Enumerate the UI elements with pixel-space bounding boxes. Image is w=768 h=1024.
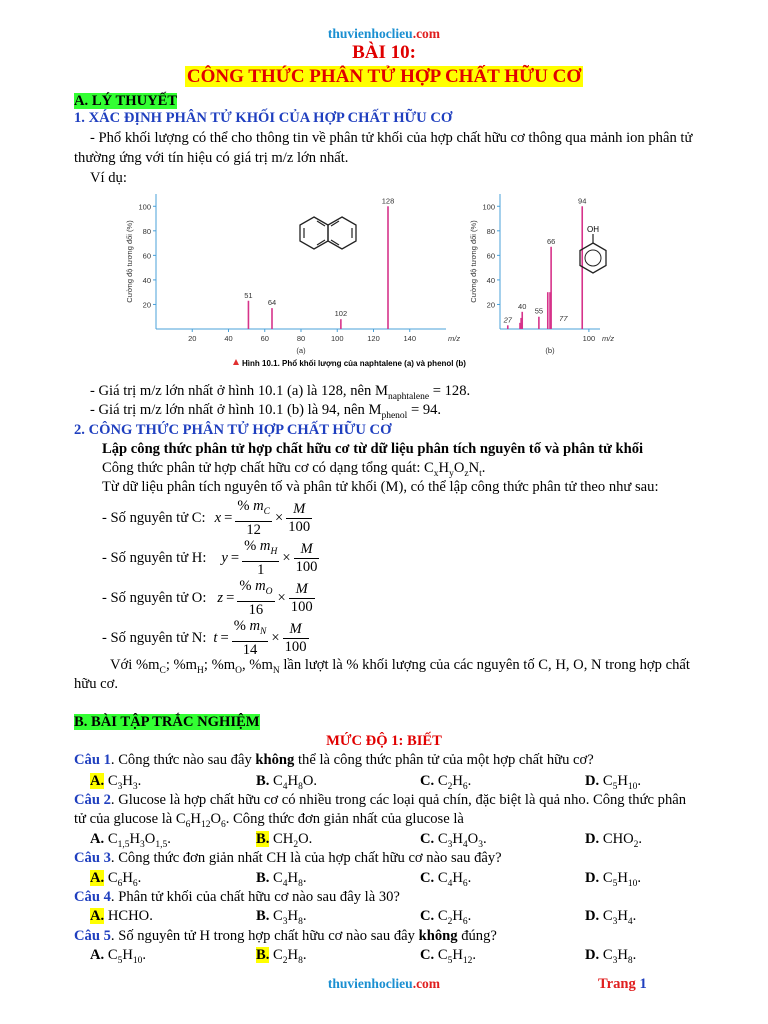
y-tick-label: 40 <box>142 275 151 285</box>
peak-label: 27 <box>503 315 512 325</box>
explanation-line: hữu cơ. <box>74 676 118 692</box>
subsection-1: 1. XÁC ĐỊNH PHÂN TỬ KHỐI CỦA HỢP CHẤT HỮU CƠ <box>74 110 453 126</box>
formula-n: - Số nguyên tử N: t = $\frac{\% m_N}{14}$ × $\frac{M}{100}$ <box>102 618 307 658</box>
option-c[interactable]: C. $C_2H_6$. <box>420 773 472 792</box>
y-tick-label: 80 <box>142 226 151 236</box>
option-b[interactable]: B. $C_4H_8$. <box>256 870 307 889</box>
x-tick-label: 100 <box>582 334 596 343</box>
option-c[interactable]: C. $C_2H_6$. <box>420 908 472 927</box>
x-tick-label: 20 <box>188 334 197 343</box>
peak-label: 102 <box>334 309 348 319</box>
page-title: CÔNG THỨC PHÂN TỬ HỢP CHẤT HỮU CƠ <box>186 66 582 87</box>
y-tick-label: 60 <box>142 251 151 261</box>
chart-sublabel: (b) <box>545 346 555 355</box>
formula-h: - Số nguyên tử H: y = $\frac{\% m_H}{1}$ × $\frac{M}{100}$ <box>102 538 318 578</box>
formula-o: - Số nguyên tử O: z = $\frac{\% m_O}{16}$ × $\frac{M}{100}$ <box>102 578 313 618</box>
option-d[interactable]: D. $C_3H_8$. <box>585 947 637 966</box>
paragraph-line: - Phổ khối lượng có thể cho thông tin về phân tử khối của hợp chất hữu cơ thông qua mảnh ion phân tử <box>90 130 693 146</box>
x-axis-label: m/z <box>602 334 615 343</box>
y-tick-label: 100 <box>138 202 151 212</box>
option-b[interactable]: B. $C_3H_8$. <box>256 908 307 927</box>
chart-phenol <box>469 194 614 355</box>
y-tick-label: 80 <box>486 226 495 236</box>
page-number: Trang 1 <box>598 976 647 992</box>
question-4: Câu 4. Phân tử khối của chất hữu cơ nào sau đây là 30? <box>74 889 400 905</box>
paragraph-line: thường ứng với tín hiệu có giá trị m/z lớn nhất. <box>74 150 349 166</box>
question-2-cont: tử của glucose là $C_6H_{12}O_6$. Công thức đơn giản nhất của glucose là <box>74 811 464 830</box>
x-tick-label: 120 <box>367 334 380 343</box>
level-heading: MỨC ĐỘ 1: BIẾT <box>326 733 442 749</box>
option-d[interactable]: D. $C_5H_{10}$. <box>585 773 642 792</box>
figure-caption <box>233 359 466 368</box>
option-a[interactable]: A. HCHO. <box>90 908 153 924</box>
chart-sublabel: (a) <box>296 346 306 355</box>
x-axis-label: m/z <box>448 334 461 343</box>
x-tick-label: 80 <box>296 334 306 343</box>
site-header[interactable]: thuvienhoclieu.com <box>327 26 441 41</box>
svg-text:OH: OH <box>587 225 599 234</box>
x-tick-label: 40 <box>224 334 233 343</box>
peak-label: 128 <box>381 196 395 206</box>
option-a[interactable]: A. $C_5H_{10}$. <box>90 947 147 966</box>
y-axis-label: Cường độ tương đối (%) <box>469 220 478 303</box>
question-2: Câu 2. Glucose là hợp chất hữu cơ có nhiều trong các loại quả chín, đặc biệt là quả nho. Công thức phân <box>74 792 687 808</box>
y-tick-label: 40 <box>486 275 495 285</box>
formula-c: - Số nguyên tử C: x = $\frac{\% m_C}{12}$ × $\frac{M}{100}$ <box>102 498 311 538</box>
option-c[interactable]: C. $C_4H_6$. <box>420 870 472 889</box>
option-a[interactable]: A. $C_3H_3$. <box>90 773 142 792</box>
peak-label: 51 <box>244 290 253 300</box>
explanation-line: Với $\%m_C$; $\%m_H$; $\%m_O$, $\%m_N$ lần lượt là % khối lượng của các nguyên tố C, H, O, N trong hợp chất <box>110 657 690 676</box>
section-b-heading: B. BÀI TẬP TRẮC NGHIỆM <box>74 714 260 730</box>
y-axis-label: Cường độ tương đối (%) <box>125 220 134 303</box>
question-5: Câu 5. Số nguyên tử H trong hợp chất hữu cơ nào sau đây không đúng? <box>74 928 497 944</box>
y-tick-label: 20 <box>486 300 495 310</box>
example-label: Ví dụ: <box>90 170 127 186</box>
option-b[interactable]: B. $C_4H_8O$. <box>256 773 318 792</box>
peak-label: 55 <box>534 306 544 316</box>
y-tick-label: 60 <box>486 251 495 261</box>
option-b[interactable]: B. $C_2H_8$. <box>256 947 307 966</box>
peak-label: 40 <box>518 301 527 311</box>
lesson-number: BÀI 10: <box>352 42 416 63</box>
site-footer[interactable]: thuvienhoclieu.com <box>327 976 441 991</box>
y-tick-label: 100 <box>482 202 495 212</box>
phenol-structure-icon <box>580 225 606 273</box>
subsection-2: 2. CÔNG THỨC PHÂN TỬ HỢP CHẤT HỮU CƠ <box>74 422 392 438</box>
svg-text:Hình 10.1. Phổ khối lượng của: Hình 10.1. Phổ khối lượng của naphtalene (a) và phenol (b) <box>242 359 466 368</box>
y-tick-label: 20 <box>142 300 151 310</box>
naphthalene-structure-icon <box>300 217 356 249</box>
option-a[interactable]: A. $C_6H_6$. <box>90 870 142 889</box>
from-data-line: Từ dữ liệu phân tích nguyên tố và phân tử khối (M), có thể lập công thức phân tử theo như sau: <box>102 479 659 495</box>
mass-spectrum-figure <box>118 188 618 378</box>
option-a[interactable]: A. $C_{1,5}H_3O_{1,5}$. <box>90 831 171 850</box>
x-tick-label: 60 <box>260 334 269 343</box>
question-3: Câu 3. Công thức đơn giản nhất CH là của hợp chất hữu cơ nào sau đây? <box>74 850 502 866</box>
peak-label: 77 <box>559 314 568 324</box>
peak-label: 94 <box>578 196 587 206</box>
result-line-b: - Giá trị m/z lớn nhất ở hình 10.1 (b) là 94, nên $M_{phenol} = 94$. <box>90 402 442 421</box>
option-d[interactable]: D. $C_3H_4$. <box>585 908 637 927</box>
peak-label: 64 <box>267 298 277 308</box>
option-d[interactable]: D. $CHO_2$. <box>585 831 643 850</box>
question-1: Câu 1. Công thức nào sau đây không thể là công thức phân tử của một hợp chất hữu cơ? <box>74 752 594 768</box>
general-formula-line: Công thức phân tử hợp chất hữu cơ có dạng tổng quát: $C_xH_yO_zN_t$. <box>102 460 486 479</box>
bold-statement: Lập công thức phân tử hợp chất hữu cơ từ dữ liệu phân tích nguyên tố và phân tử khối <box>102 441 644 457</box>
x-tick-label: 140 <box>403 334 417 343</box>
section-a-heading: A. LÝ THUYẾT <box>74 93 178 109</box>
result-line-a: - Giá trị m/z lớn nhất ở hình 10.1 (a) là 128, nên $M_{naphtalene} = 128$. <box>90 383 471 402</box>
option-c[interactable]: C. $C_5H_{12}$. <box>420 947 477 966</box>
x-tick-label: 100 <box>330 334 344 343</box>
peak-label: 66 <box>546 236 556 246</box>
option-d[interactable]: D. $C_5H_{10}$. <box>585 870 642 889</box>
option-b[interactable]: B. $CH_2O$. <box>256 831 313 850</box>
option-c[interactable]: C. $C_3H_4O_3$. <box>420 831 487 850</box>
chart-naphtalene <box>125 194 460 355</box>
